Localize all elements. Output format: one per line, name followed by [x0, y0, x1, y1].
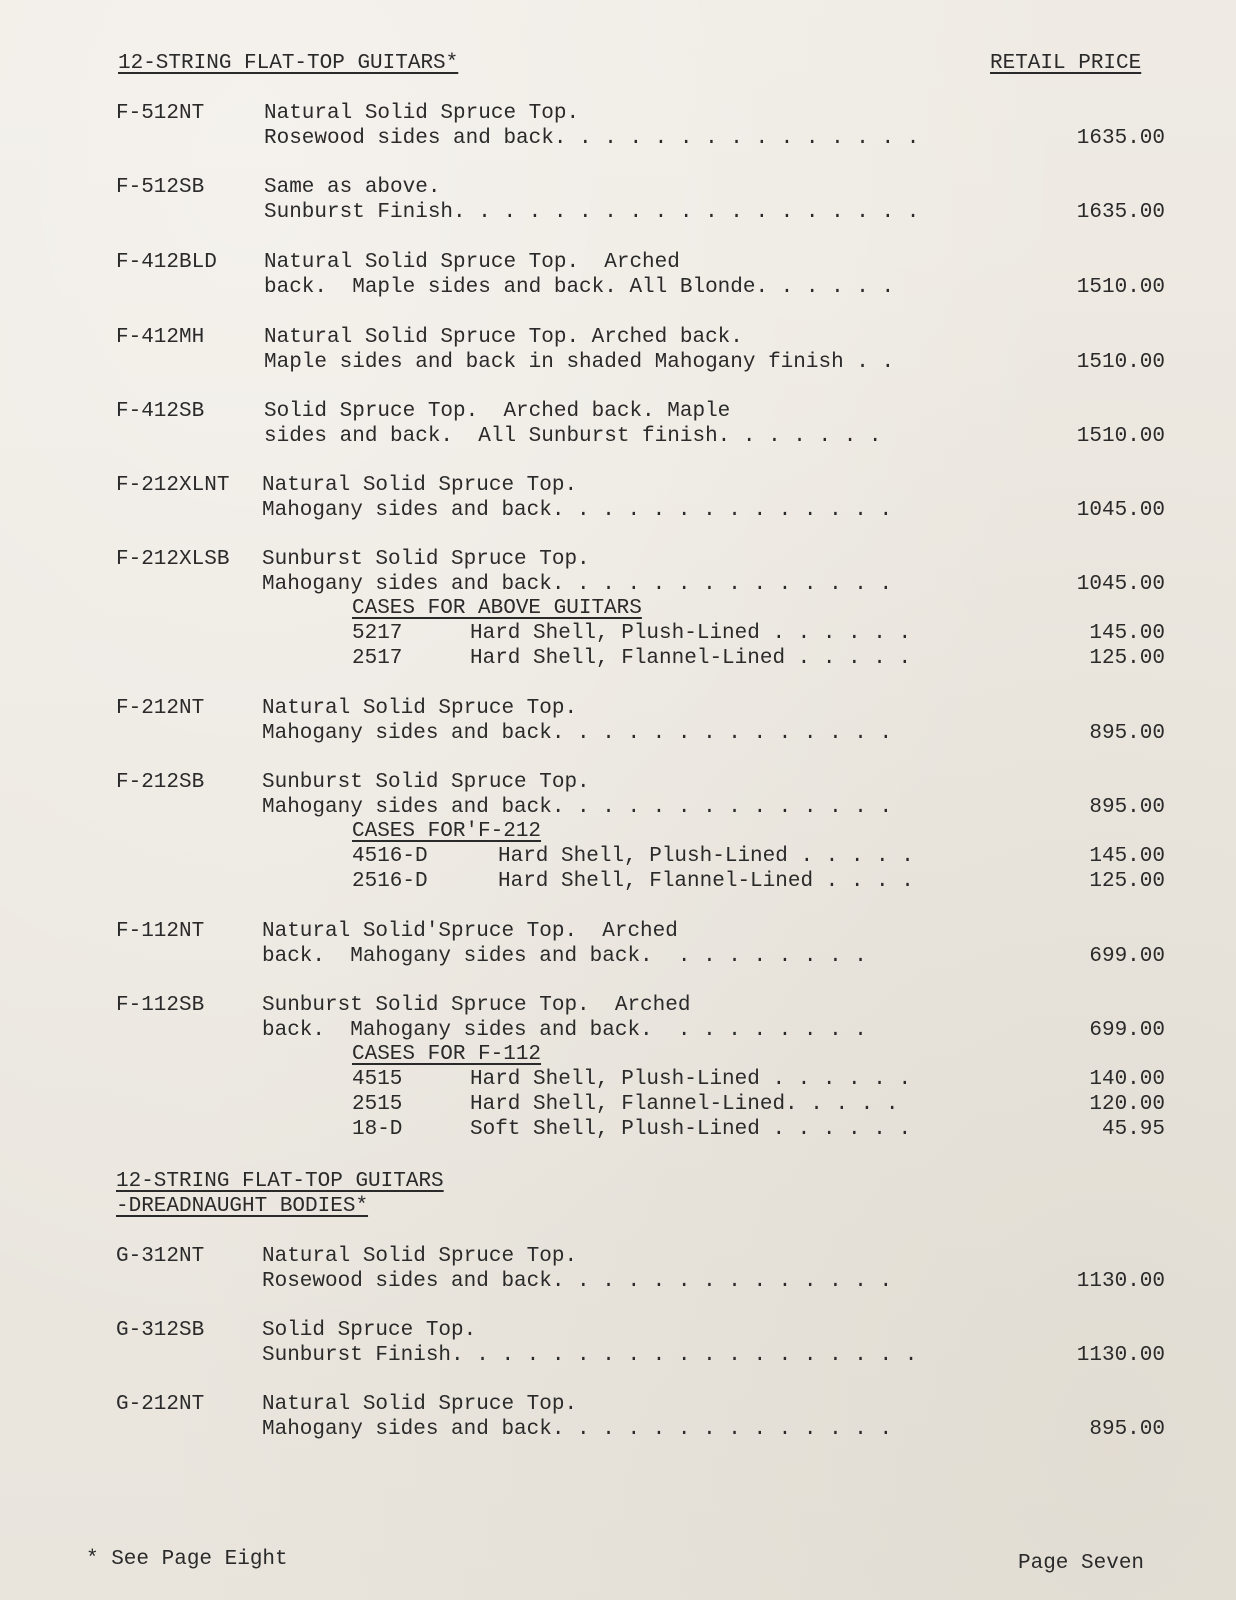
model-number: F-512NT [116, 102, 205, 125]
description-line: Sunburst Solid Spruce Top. [262, 771, 590, 794]
description-line: Solid Spruce Top. Arched back. Maple [264, 400, 731, 423]
price: 895.00 [1089, 1418, 1165, 1441]
cases-heading: CASES FOR F-112 [352, 1043, 542, 1066]
case-number: 5217 [352, 622, 403, 645]
price: 699.00 [1089, 945, 1165, 968]
cases-heading: CASES FOR ABOVE GUITARS [352, 597, 642, 620]
price: 1130.00 [1076, 1344, 1165, 1367]
description-line: Rosewood sides and back. . . . . . . . . . . . . . [262, 1270, 893, 1293]
case-number: 2515 [352, 1093, 403, 1116]
description-line: Mahogany sides and back. . . . . . . . . . . . . . [262, 1418, 893, 1441]
description-line: Natural Solid Spruce Top. Arched back. [264, 326, 743, 349]
section-title: 12-STRING FLAT-TOP GUITARS [116, 1170, 444, 1193]
price: 1635.00 [1076, 127, 1165, 150]
description-line: Natural Solid Spruce Top. [262, 1393, 578, 1416]
price: 145.00 [1089, 622, 1165, 645]
description-line: Mahogany sides and back. . . . . . . . . . . . . . [262, 796, 893, 819]
price: 1510.00 [1076, 276, 1165, 299]
description-line: Natural Solid Spruce Top. [264, 102, 580, 125]
description-line: Natural Solid Spruce Top. Arched [264, 251, 680, 274]
model-number: F-212XLSB [116, 548, 230, 571]
price: 1045.00 [1076, 573, 1165, 596]
description-line: Solid Spruce Top. [262, 1319, 477, 1342]
case-description: Hard Shell, Flannel-Lined. . . . . [470, 1093, 899, 1116]
model-number: F-212NT [116, 697, 205, 720]
description-line: back. Mahogany sides and back. . . . . . . . . [262, 945, 867, 968]
model-number: F-112NT [116, 920, 205, 943]
description-line: Same as above. [264, 176, 441, 199]
model-number: F-412SB [116, 400, 205, 423]
price: 1635.00 [1076, 201, 1165, 224]
price: 1130.00 [1076, 1270, 1165, 1293]
case-number: 2516-D [352, 870, 428, 893]
description-line: sides and back. All Sunburst finish. . . . . . . [264, 425, 882, 448]
section-title: 12-STRING FLAT-TOP GUITARS* [118, 52, 459, 75]
description-line: Mahogany sides and back. . . . . . . . . . . . . . [262, 499, 893, 522]
description-line: Mahogany sides and back. . . . . . . . . . . . . . [262, 722, 893, 745]
case-number: 4515 [352, 1068, 403, 1091]
model-number: F-412BLD [116, 251, 217, 274]
case-description: Soft Shell, Plush-Lined . . . . . . [470, 1118, 912, 1141]
footnote: * See Page Eight [86, 1548, 288, 1571]
description-line: back. Mahogany sides and back. . . . . . . . . [262, 1019, 867, 1042]
case-number: 18-D [352, 1118, 403, 1141]
price: 145.00 [1089, 845, 1165, 868]
model-number: G-312SB [116, 1319, 205, 1342]
model-number: F-412MH [116, 326, 205, 349]
model-number: G-312NT [116, 1245, 205, 1268]
price: 699.00 [1089, 1019, 1165, 1042]
section-subtitle: -DREADNAUGHT BODIES* [116, 1195, 369, 1218]
description-line: back. Maple sides and back. All Blonde. . . . . . [264, 276, 895, 299]
model-number: F-212XLNT [116, 474, 230, 497]
description-line: Natural Solid'Spruce Top. Arched [262, 920, 678, 943]
description-line: Mahogany sides and back. . . . . . . . . . . . . . [262, 573, 893, 596]
description-line: Sunburst Finish. . . . . . . . . . . . . . . . . . . [262, 1344, 918, 1367]
case-number: 4516-D [352, 845, 428, 868]
price: 45.95 [1101, 1118, 1165, 1141]
cases-heading: CASES FOR'F-212 [352, 820, 542, 843]
price: 125.00 [1089, 870, 1165, 893]
price: 140.00 [1089, 1068, 1165, 1091]
case-description: Hard Shell, Flannel-Lined . . . . [498, 870, 914, 893]
description-line: Maple sides and back in shaded Mahogany finish . . [264, 351, 895, 374]
description-line: Natural Solid Spruce Top. [262, 697, 578, 720]
model-number: F-212SB [116, 771, 205, 794]
case-description: Hard Shell, Plush-Lined . . . . . [498, 845, 914, 868]
price: 895.00 [1089, 796, 1165, 819]
page-number: Page Seven [1018, 1552, 1145, 1575]
case-description: Hard Shell, Flannel-Lined . . . . . [470, 647, 912, 670]
case-description: Hard Shell, Plush-Lined . . . . . . [470, 1068, 912, 1091]
description-line: Natural Solid Spruce Top. [262, 1245, 578, 1268]
description-line: Sunburst Finish. . . . . . . . . . . . . . . . . . . [264, 201, 920, 224]
price: 1510.00 [1076, 425, 1165, 448]
price: 125.00 [1089, 647, 1165, 670]
price: 1045.00 [1076, 499, 1165, 522]
case-number: 2517 [352, 647, 403, 670]
model-number: F-112SB [116, 994, 205, 1017]
retail-price-heading: RETAIL PRICE [990, 52, 1142, 75]
description-line: Natural Solid Spruce Top. [262, 474, 578, 497]
description-line: Sunburst Solid Spruce Top. [262, 548, 590, 571]
description-line: Rosewood sides and back. . . . . . . . . . . . . . . [264, 127, 920, 150]
price: 895.00 [1089, 722, 1165, 745]
price: 1510.00 [1076, 351, 1165, 374]
model-number: G-212NT [116, 1393, 205, 1416]
description-line: Sunburst Solid Spruce Top. Arched [262, 994, 691, 1017]
case-description: Hard Shell, Plush-Lined . . . . . . [470, 622, 912, 645]
model-number: F-512SB [116, 176, 205, 199]
price: 120.00 [1089, 1093, 1165, 1116]
